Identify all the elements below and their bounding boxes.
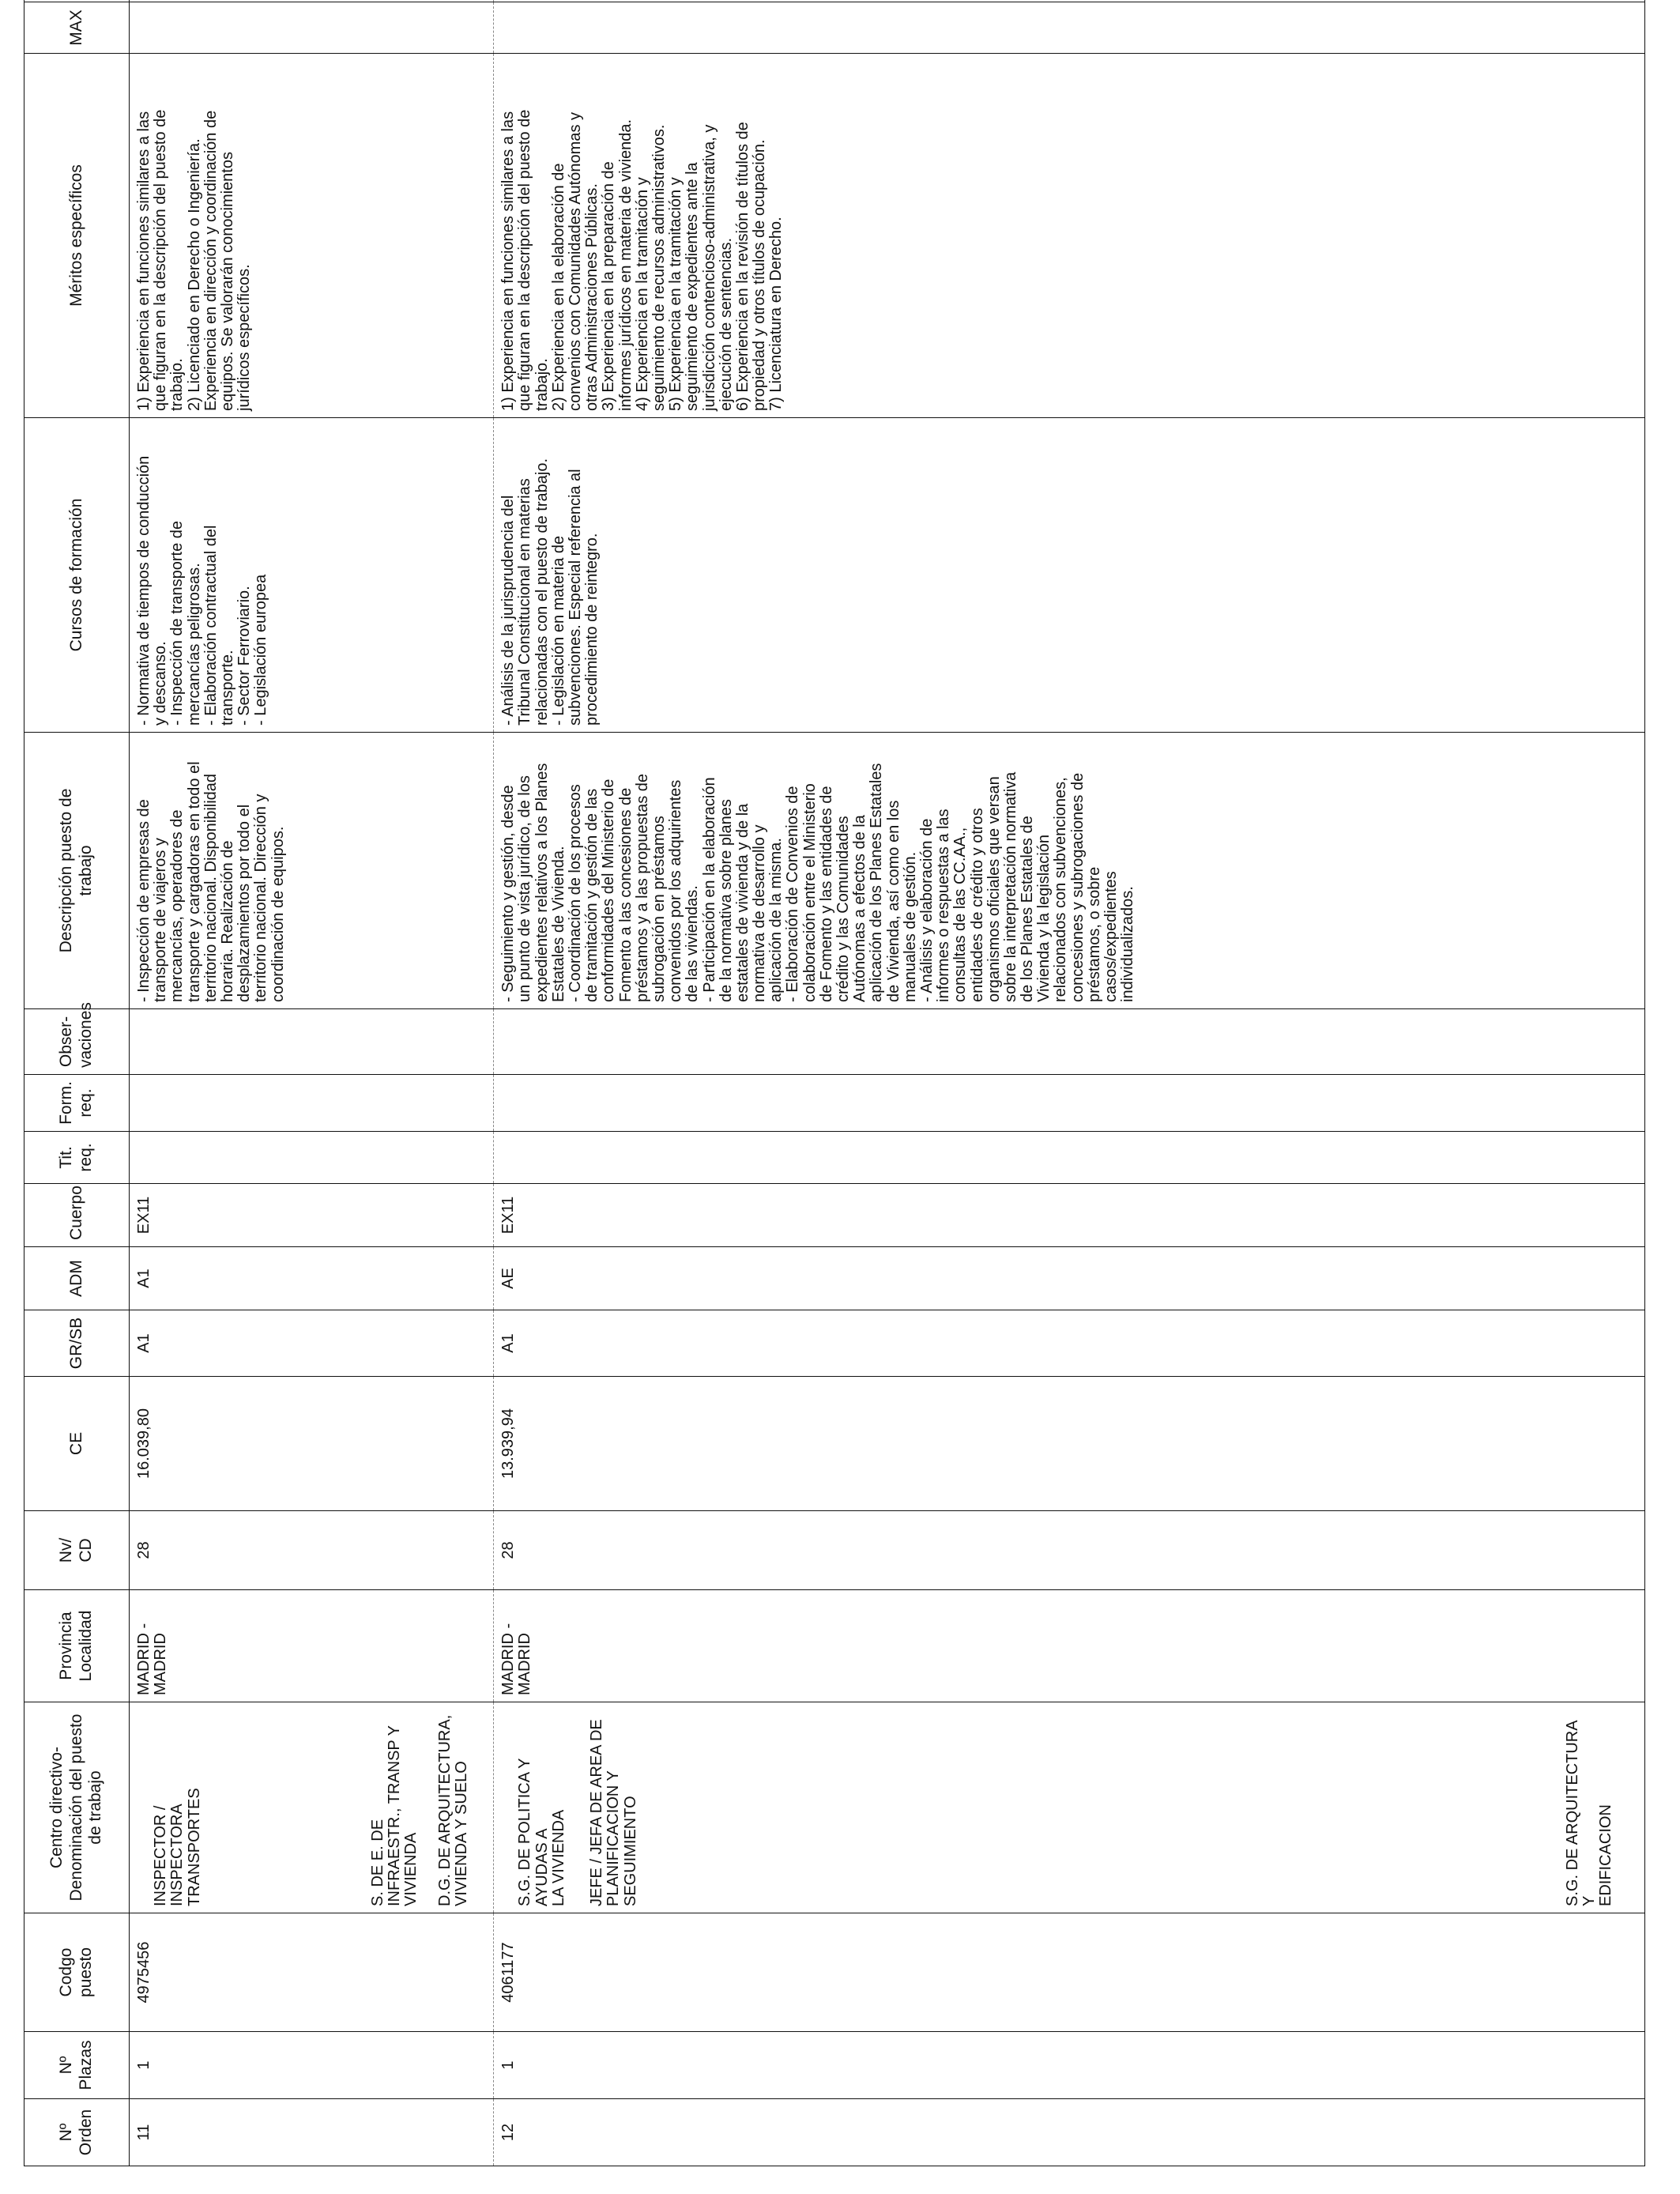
cell-ce: 13.939,94 — [494, 1377, 1645, 1511]
header-cursos: Cursos de formación — [24, 418, 130, 733]
cell-adm: A1 — [130, 1247, 494, 1310]
cell-orden: 12 — [494, 2099, 1645, 2166]
header-adm: ADM — [24, 1247, 130, 1310]
cell-provincia: MADRID - MADRID — [130, 1590, 494, 1702]
header-titulacion: Tit. req. — [24, 1132, 130, 1184]
cell-me — [130, 0, 494, 2]
cell-nivel: 28 — [130, 1511, 494, 1590]
cell-formacion — [494, 1075, 1645, 1132]
header-grupo: GR/SB — [24, 1310, 130, 1377]
cell-titulacion — [130, 1132, 494, 1184]
cell-cuerpo: EX11 — [494, 1184, 1645, 1247]
cell-codigo: 4975456 — [130, 1913, 494, 2032]
header-row — [24, 0, 130, 2166]
table-row — [494, 0, 1645, 2166]
cell-observaciones — [494, 1009, 1645, 1075]
header-max: MAX — [24, 2, 130, 54]
cell-codigo: 4061177 — [494, 1913, 1645, 2032]
cell-descripcion: - Seguimiento y gestión, desde un punto de vista jurídico, de los expedientes relativos a los Planes Estatales de Vivienda. - Coordinación de los procesos de tramitación y gestión de las conformidades del Ministerio de Fomento a las concesiones de préstamos y a las propuestas de subrogación en préstamos convenidos por los adquirientes de las viviendas. - Participación en la elaboración de la normativa sobre planes estatales de vivienda y de la normativa de desarrollo y aplicación de la misma. - Elaboración de Convenios de colaboración entre el Ministerio de Fomento y las entidades de crédito y las Comunidades Autónomas a efectos de la aplicación de los Planes Estatales de Vivienda, así como en los manuales de gestión. - Análisis y elaboración de informes o respuestas a las consultas de las CC.AA., entidades de crédito y otros organismos oficiales que versan sobre la interpretación normativa de los Planes Estatales de Vivienda y la legislación relacionados con subvenciones, concesiones y subrogaciones de préstamos, o sobre casos/expedientes individualizados. — [494, 733, 1645, 1009]
cell-formacion — [130, 1075, 494, 1132]
centro-subdireccion: S.G. DE POLITICA Y AYUDAS A LA VIVIENDA — [516, 1758, 567, 1906]
header-cuerpo: Cuerpo — [24, 1184, 130, 1247]
header-orden: Nº Orden — [24, 2099, 130, 2166]
header-formacion: Form. req. — [24, 1075, 130, 1132]
header-provincia: Provincia Localidad — [24, 1590, 130, 1702]
cell-meritos: 1) Experiencia en funciones similares a las que figuran en la descripción del puesto de trabajo. 2) Experiencia en la elaboración de convenios con Comunidades Autónomas y otras Administraciones Públicas. 3) Experiencia en la preparación de informes jurídicos en materia de vivienda. 4) Experiencia en la tramitación y seguimiento de recursos administrativos. 5) Experiencia en la tramitación y seguimiento de expedientes ante la jurisdicción contencioso-administrativa, y ejecución de sentencias. 6) Experiencia en la revisión de títulos de propiedad y otros títulos de ocupación. 7) Licenciatura en Derecho. — [494, 54, 1645, 418]
cell-centro — [494, 1702, 1645, 1913]
cell-me — [494, 0, 1645, 2]
centro-directivo-direccion: D.G. DE ARQUITECTURA, VIVIENDA Y SUELO — [435, 1714, 470, 1906]
cell-nivel: 28 — [494, 1511, 1645, 1590]
cell-plazas: 1 — [494, 2032, 1645, 2099]
header-observaciones: Obser- vaciones — [24, 1009, 130, 1075]
cell-orden: 11 — [130, 2099, 494, 2166]
cell-meritos: 1) Experiencia en funciones similares a las que figuran en la descripción del puesto de trabajo. 2) Licenciado en Derecho o Ingeniería. Experiencia en dirección y coordinación de equipos. Se valorarán conocimientos jurídicos específicos. — [130, 54, 494, 418]
centro-directivo-secretaria: S. DE E. DE INFRAESTR., TRANSP Y VIVIENDA — [368, 1725, 420, 1906]
header-me — [24, 0, 130, 2]
cell-max — [494, 2, 1645, 54]
header-codigo: Codgo puesto — [24, 1913, 130, 2032]
cell-max — [130, 2, 494, 54]
position-title: JEFE / JEFA DE AREA DE PLANIFICACION Y SEGUIMIENTO — [588, 1719, 639, 1906]
table-row — [130, 0, 494, 2166]
cell-cursos: - Normativa de tiempos de conducción y descanso. - Inspección de transporte de mercancías peligrosas. - Elaboración contractual del transporte. - Sector Ferroviario. - Legislación europea — [130, 418, 494, 733]
cell-ce: 16.039,80 — [130, 1377, 494, 1511]
job-positions-table — [24, 0, 1645, 2166]
cell-plazas: 1 — [130, 2032, 494, 2099]
header-plazas: Nº Plazas — [24, 2032, 130, 2099]
cell-cursos: - Análisis de la jurisprudencia del Tribunal Constitucional en materias relacionadas con el puesto de trabajo. - Legislación en materia de subvenciones. Especial referencia al procedimiento de reintegro. — [494, 418, 1645, 733]
cell-observaciones — [130, 1009, 494, 1075]
cell-cuerpo: EX11 — [130, 1184, 494, 1247]
cell-grupo: A1 — [130, 1310, 494, 1377]
cell-grupo: A1 — [494, 1310, 1645, 1377]
header-descripcion: Descripción puesto de trabajo — [24, 733, 130, 1009]
cell-centro — [130, 1702, 494, 1913]
header-centro: Centro directivo- Denominación del puesto de trabajo — [24, 1702, 130, 1913]
header-nivel: Nv/ CD — [24, 1511, 130, 1590]
header-meritos: Méritos específicos — [24, 54, 130, 418]
cell-provincia: MADRID - MADRID — [494, 1590, 1645, 1702]
position-title: INSPECTOR / INSPECTORA TRANSPORTES — [152, 1788, 203, 1906]
cell-descripcion: - Inspección de empresas de transporte de viajeros y mercancías, operadores de transporte y cargadoras en todo el territorio nacional. Disponibilidad horaria. Realización de desplazamientos por todo el territorio nacional. Dirección y coordinación de equipos. — [130, 733, 494, 1009]
cell-titulacion — [494, 1132, 1645, 1184]
centro-subdireccion-siguiente: S.G. DE ARQUITECTURA Y EDIFICACION — [1563, 1721, 1615, 1906]
header-ce: CE — [24, 1377, 130, 1511]
cell-adm: AE — [494, 1247, 1645, 1310]
